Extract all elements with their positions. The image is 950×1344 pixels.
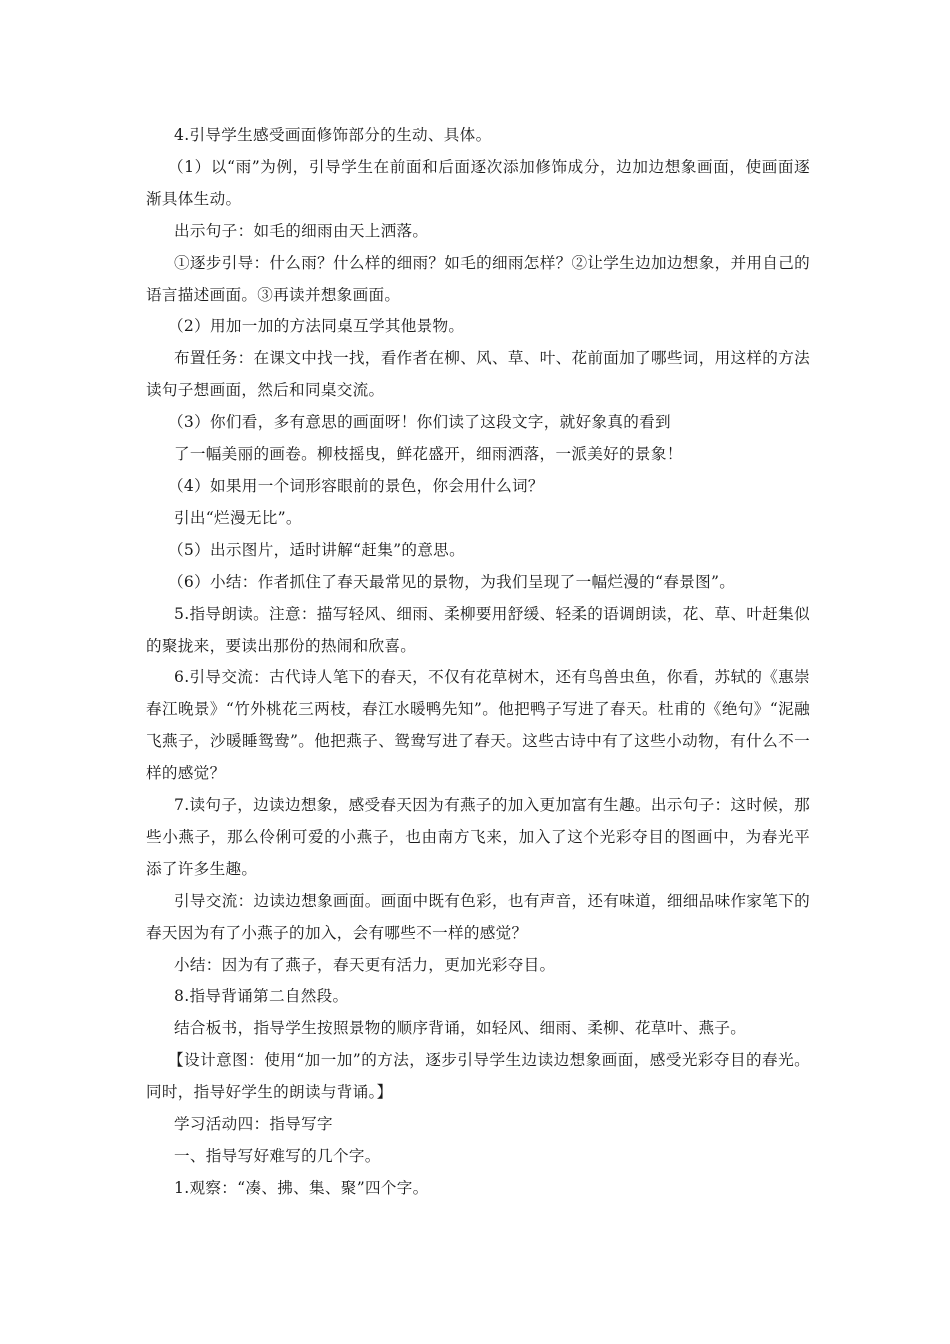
step-7-reading: 7.读句子，边读边想象，感受春天因为有燕子的加入更加富有生趣。出示句子：这时候，那些小燕子，那么伶俐可爱的小燕子，也由南方飞来，加入了这个光彩夺目的图画中，为春光平添了许多生趣。 [146,796,810,878]
sub-step-5: （5）出示图片，适时讲解“赶集”的意思。 [168,540,465,559]
sub-step-1: （1）以“雨”为例，引导学生在前面和后面逐次添加修饰成分，边加边想象画面，使画面逐渐具体生动。 [146,157,810,208]
example-sentence: 出示句子：如毛的细雨由天上洒落。 [174,221,429,240]
observation-step: 1.观察：“凑、拂、集、聚”四个字。 [174,1178,429,1197]
sub-step-2: （2）用加一加的方法同桌互学其他景物。 [168,317,465,336]
sub-step-3: （3）你们看，多有意思的画面呀！你们读了这段文字，就好象真的看到 [168,413,671,432]
step-8-recitation: 8.指导背诵第二自然段。 [174,987,349,1006]
summary: 小结：因为有了燕子，春天更有活力，更加光彩夺目。 [174,955,556,974]
document-body [146,120,810,1205]
design-intent: 【设计意图：使用“加一加”的方法，逐步引导学生边读边想象画面，感受光彩夺目的春光。同时，指导好学生的朗读与背诵。】 [146,1051,810,1102]
lead-out-phrase: 引出“烂漫无比”。 [174,508,302,527]
guided-discussion: 引导交流：边读边想象画面。画面中既有色彩，也有声音，还有味道，细细品味作家笔下的春天因为有了小燕子的加入，会有哪些不一样的感觉？ [146,891,810,942]
sub-step-6: （6）小结：作者抓住了春天最常见的景物，为我们呈现了一幅烂漫的“春景图”。 [168,572,736,591]
section-1-heading: 一、指导写好难写的几个字。 [174,1147,381,1165]
guided-steps: ①逐步引导：什么雨？什么样的细雨？如毛的细雨怎样？②让学生边加边想象，并用自己的语言描述画面。③再读并想象画面。 [146,253,810,304]
step-4-heading: 4.引导学生感受画面修饰部分的生动、具体。 [174,126,492,144]
activity-4-heading: 学习活动四：指导写字 [174,1115,333,1134]
task-assignment: 布置任务：在课文中找一找，看作者在柳、风、草、叶、花前面加了哪些词，用这样的方法读句子想画面，然后和同桌交流。 [146,349,810,400]
sub-step-4: （4）如果用一个词形容眼前的景色，你会用什么词？ [168,476,544,495]
step-5-reading: 5.指导朗读。注意：描写轻风、细雨、柔柳要用舒缓、轻柔的语调朗读，花、草、叶赶集似的聚拢来，要读出那份的热闹和欣喜。 [146,604,810,655]
recitation-guidance: 结合板书，指导学生按照景物的顺序背诵，如轻风、细雨、柔柳、花草叶、燕子。 [174,1019,747,1038]
sub-step-3-continued: 了一幅美丽的画卷。柳枝摇曳，鲜花盛开，细雨洒落，一派美好的景象！ [174,445,683,464]
step-6-discussion: 6.引导交流：古代诗人笔下的春天，不仅有花草树木，还有鸟兽虫鱼，你看，苏轼的《惠崇春江晚景》“竹外桃花三两枝，春江水暖鸭先知”。他把鸭子写进了春天。杜甫的《绝句》“泥融飞燕子，沙暖睡鸳鸯”。他把燕子、鸳鸯写进了春天。这些古诗中有了这些小动物，有什么不一样的感觉？ [146,668,810,783]
